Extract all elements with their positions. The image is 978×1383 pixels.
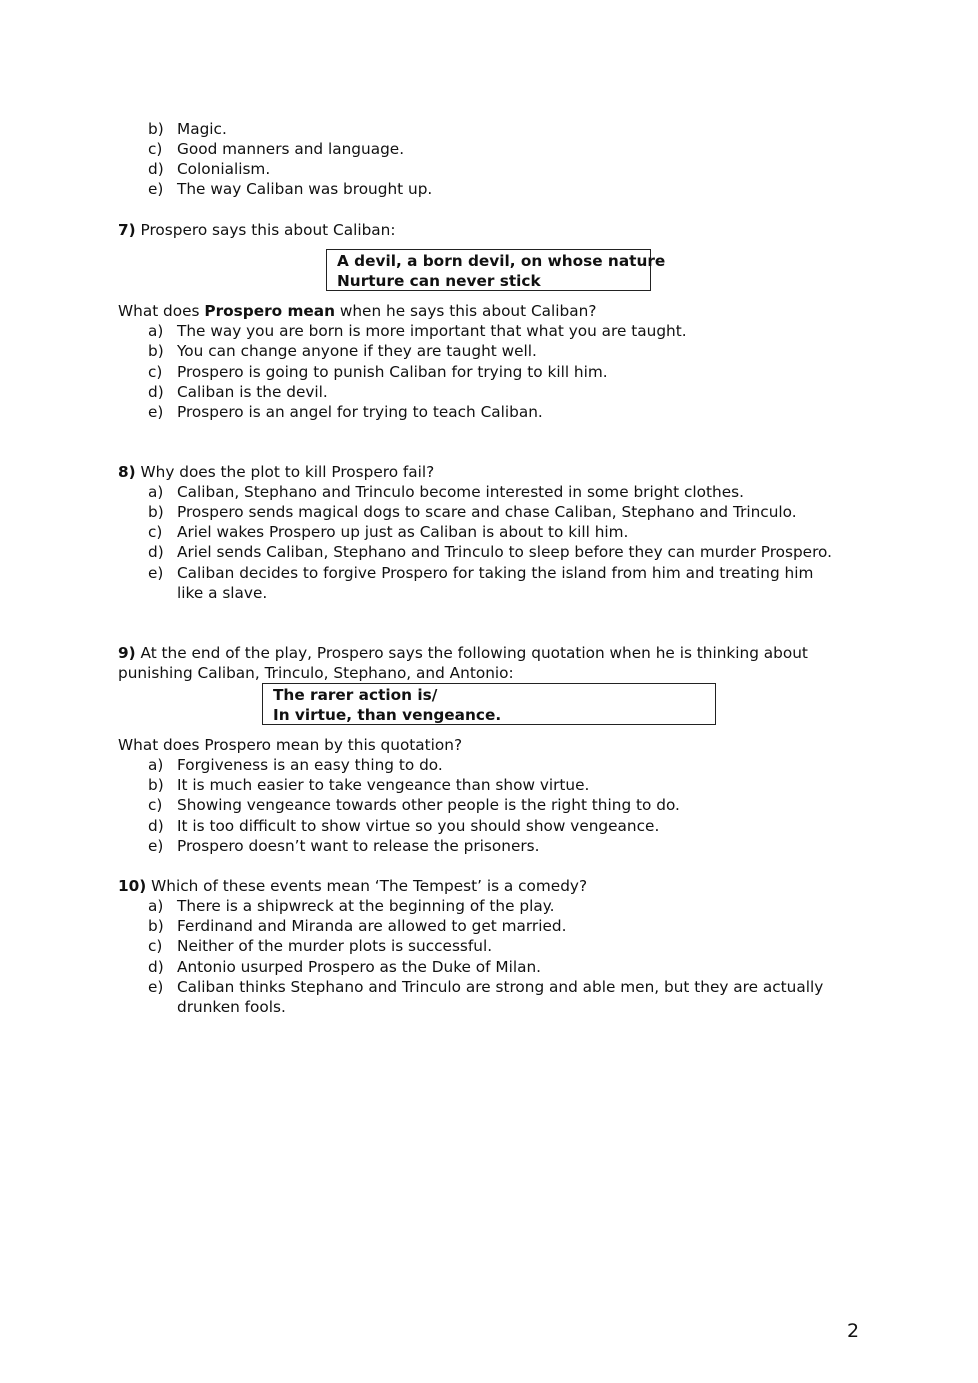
q9-quote-line-2: In virtue, than vengeance. <box>273 706 502 724</box>
page-number: 2 <box>847 1320 860 1342</box>
q7-quote-line-2: Nurture can never stick <box>337 272 541 290</box>
q7-number: 7) <box>118 221 136 239</box>
q8-question: 8) Why does the plot to kill Prospero fail? <box>118 463 435 481</box>
q9-quote-line-1: The rarer action is/ <box>273 686 438 704</box>
q9-number: 9) <box>118 644 136 662</box>
q9-question: What does Prospero mean by this quotation? <box>118 736 463 754</box>
q10-number: 10) <box>118 877 147 895</box>
q10-question: 10) Which of these events mean ‘The Tempest’ is a comedy? <box>118 877 588 895</box>
q8-number: 8) <box>118 463 136 481</box>
q7-intro: 7) Prospero says this about Caliban: <box>118 221 396 239</box>
q9-quote-box <box>262 683 716 725</box>
q9-intro-line-2: punishing Caliban, Trinculo, Stephano, and Antonio: <box>118 664 514 682</box>
q7-quote-line-1: A devil, a born devil, on whose nature <box>337 252 666 270</box>
q7-question: What does Prospero mean when he says this about Caliban? <box>118 302 597 320</box>
q9-intro-line-1: 9) At the end of the play, Prospero says the following quotation when he is thinking about <box>118 644 808 662</box>
q7-quote-box <box>326 249 666 291</box>
